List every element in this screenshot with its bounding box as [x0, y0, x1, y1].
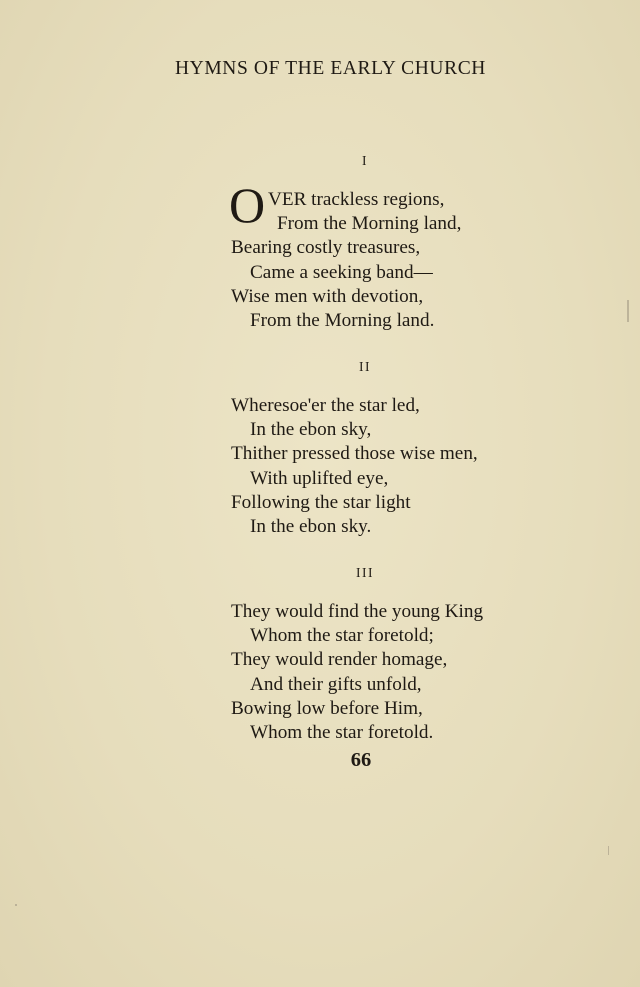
verse-line: Whom the star foretold; [250, 625, 434, 647]
drop-cap-block [229, 177, 611, 236]
verse-line: Wheresoe'er the star led, [231, 395, 420, 416]
stanza-numeral: II [359, 359, 371, 374]
drop-cap: O [229, 177, 266, 233]
running-title: HYMNS OF THE EARLY CHURCH [175, 58, 486, 79]
verse-line: From the Morning land, [277, 213, 462, 235]
verse-line: Bowing low before Him, [231, 697, 423, 719]
verse-line: With uplifted eye, [250, 467, 389, 489]
verse-line: Bearing costly treasures, [231, 237, 421, 259]
paper-speck [608, 846, 609, 855]
stanza [231, 394, 611, 539]
stanza-numeral: I [362, 153, 368, 168]
verse-line: In the ebon sky, [250, 419, 372, 441]
stanza [229, 177, 611, 333]
verse-line: They would find the young King [231, 601, 484, 622]
page-number: 66 [350, 749, 372, 771]
verse-line: Thither pressed those wise men, [231, 443, 478, 465]
verse-line: Wise men with devotion, [231, 285, 424, 307]
verse-line: They would render homage, [231, 649, 448, 671]
stanza-numeral: III [356, 565, 374, 580]
verse-line: Following the star light [231, 491, 411, 513]
verse-line: VER trackless regions, [268, 189, 445, 210]
verse-line: Whom the star foretold. [250, 721, 434, 743]
stanza [231, 600, 611, 745]
paper-speck [627, 300, 629, 322]
verse-line: Came a seeking band— [250, 261, 433, 283]
verse-line: In the ebon sky. [250, 515, 372, 537]
verse-line: And their gifts unfold, [250, 673, 422, 695]
verse-line: From the Morning land. [250, 309, 435, 331]
paper-speck [15, 904, 17, 906]
